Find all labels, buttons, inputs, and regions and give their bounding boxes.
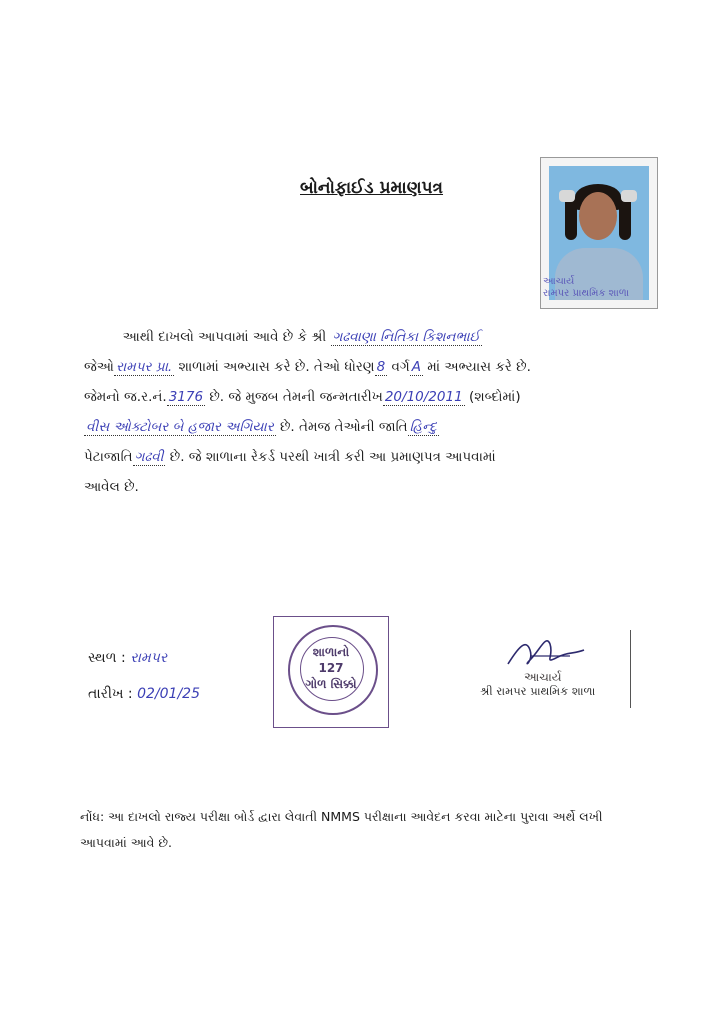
principal-role: આચાર્ય	[524, 670, 562, 684]
date-value: 02/01/25	[137, 686, 200, 702]
line1-prefix: આથી દાખલો આપવામાં આવે છે કે શ્રી	[122, 329, 327, 345]
principal-signature-block	[474, 630, 631, 708]
student-name: ગઢવાણા નિતિકા કિશનભાઈ	[332, 329, 480, 345]
gr-number: 3176	[168, 389, 204, 405]
seal-line-2: 127	[318, 661, 344, 675]
line5-prefix: પેટાજાતિ	[84, 449, 133, 465]
photo-stamp	[543, 276, 629, 300]
photo-stamp-role: આચાર્ય	[543, 276, 575, 287]
standard-value: 8	[376, 359, 386, 375]
seal-line-1: શાળાનો	[312, 645, 350, 659]
body-line-3	[84, 382, 670, 412]
certificate-body	[84, 322, 670, 502]
date-label: તારીખ :	[88, 686, 133, 702]
line3-prefix: જેમનો જ.ર.નં.	[84, 389, 167, 405]
principal-school: શ્રી રામપર પ્રાથમિક શાળા	[480, 684, 596, 698]
signature-scribble	[500, 630, 590, 674]
body-line-5	[84, 442, 670, 472]
birth-date: 20/10/2011	[384, 389, 463, 405]
line3-suffix: (શબ્દોમાં)	[468, 389, 521, 405]
place-value: રામપર	[130, 650, 168, 666]
body-line-6: આવેલ છે.	[84, 479, 139, 495]
student-photo	[540, 157, 658, 309]
caste-value: હિન્દુ	[409, 419, 437, 435]
place-row	[88, 640, 200, 676]
line2-prefix: જેઓ	[84, 359, 114, 375]
school-seal	[273, 616, 389, 728]
line3-mid: છે. જે મુજબ તેમની જન્મતારીખ	[209, 389, 383, 405]
date-row	[88, 676, 200, 712]
photo-stamp-school: રામપર પ્રાથમિક શાળા	[543, 288, 630, 299]
line5-suffix: છે. જે શાળાના રેકર્ડ પરથી ખાત્રી કરી આ પ્રમાણપત્ર આપવામાં	[169, 449, 496, 465]
body-line-1	[84, 322, 670, 352]
photo-ribbon-left	[559, 190, 575, 202]
sub-caste-value: ગઢવી	[134, 449, 164, 465]
birth-date-words: વીસ ઓક્ટોબર બે હજાર અગિયાર	[86, 419, 274, 435]
place-label: સ્થળ :	[88, 650, 126, 666]
photo-ribbon-right	[621, 190, 637, 202]
body-line-4	[84, 412, 670, 442]
certificate-title: બોનોફાઈડ પ્રમાણપત્ર	[300, 178, 444, 198]
school-name: રામપર પ્રા.	[115, 359, 173, 375]
line2-suffix: માં અભ્યાસ કરે છે.	[427, 359, 531, 375]
place-date-block	[88, 640, 200, 712]
body-line-2	[84, 352, 670, 382]
line4-mid: છે. તેમજ તેઓની જાતિ	[280, 419, 408, 435]
photo-face	[579, 192, 617, 240]
division-value: A	[411, 359, 421, 375]
footer-note: નોંધ: આ દાખલો રાજ્ય પરીક્ષા બોર્ડ દ્વારા લેવાતી NMMS પરીક્ષાના આવેદન કરવા માટેના પુરાવા અર્થે લખી આપવામાં આવે છે.	[80, 809, 603, 850]
seal-line-3: ગોળ સિક્કો	[305, 677, 357, 691]
line2-mid2: વર્ગ	[391, 359, 410, 375]
line2-mid: શાળામાં અભ્યાસ કરે છે. તેઓ ધોરણ	[178, 359, 375, 375]
